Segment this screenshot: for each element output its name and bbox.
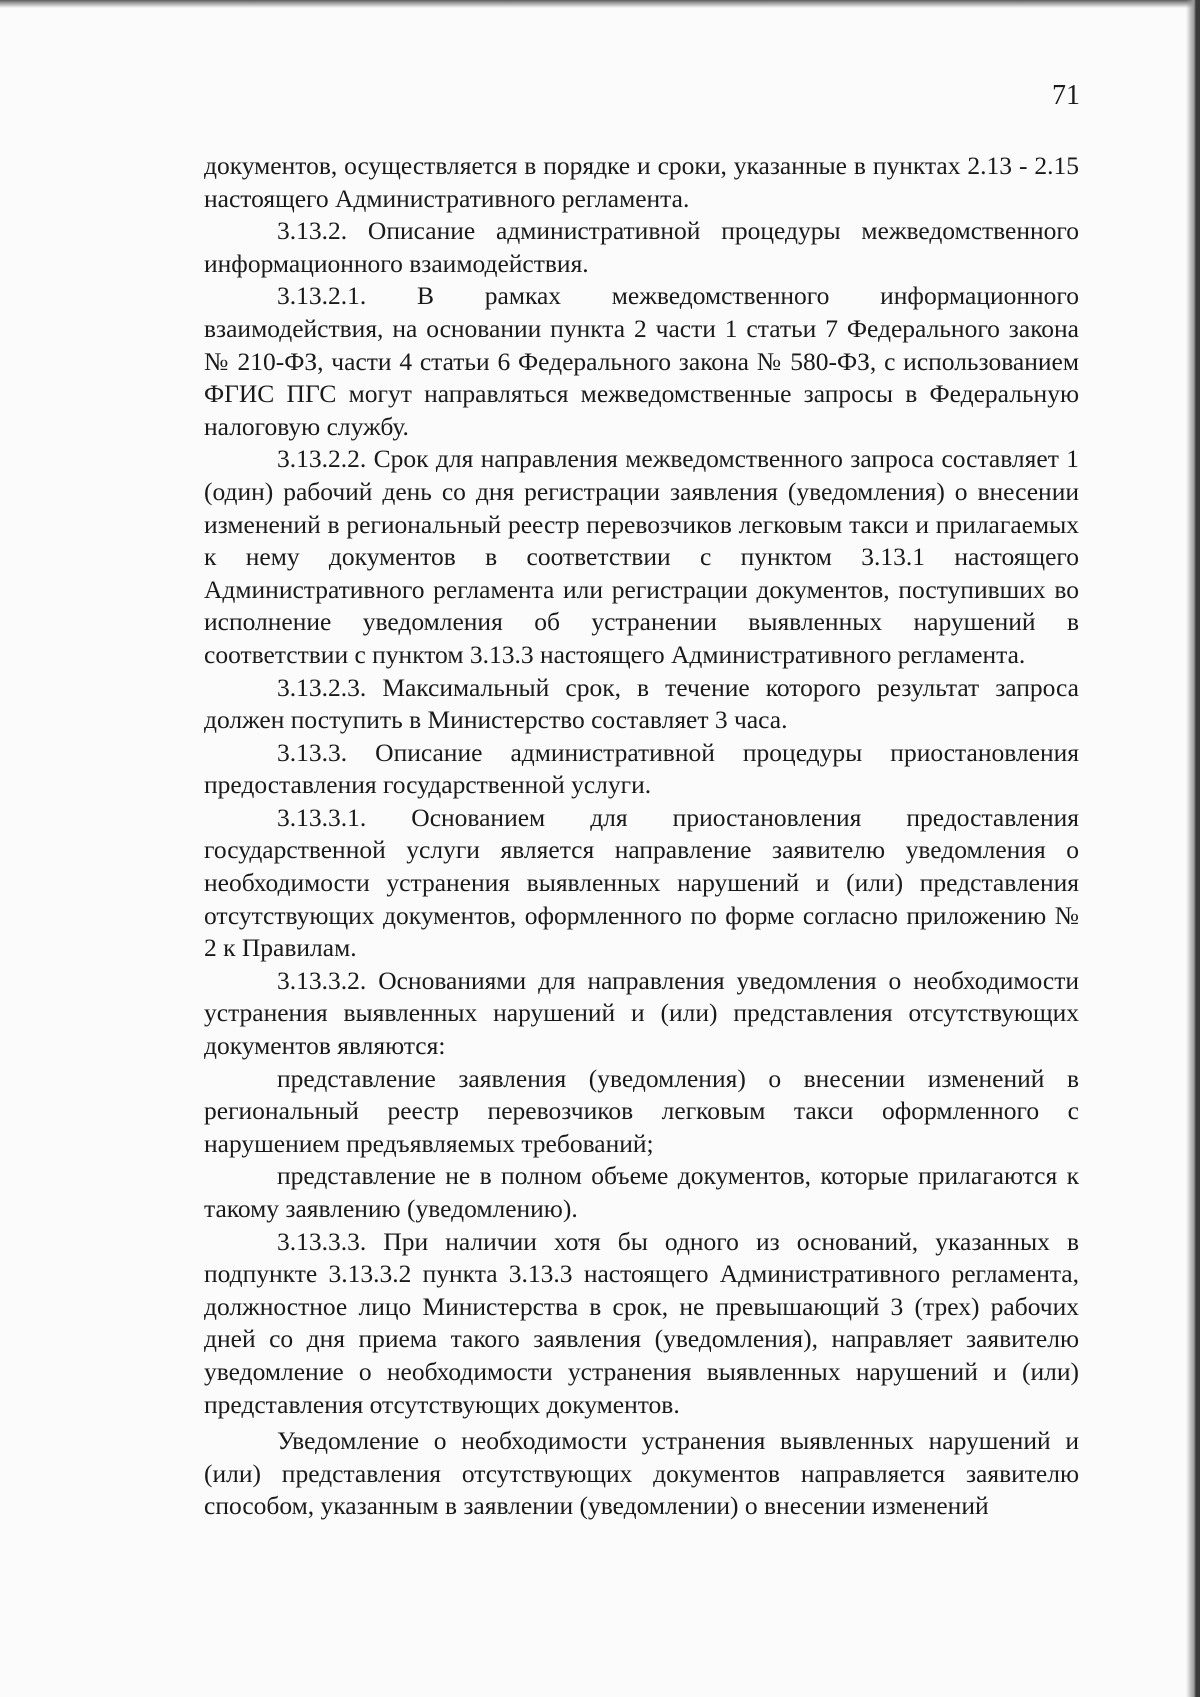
paragraph: 3.13.2. Описание административной процедуры межведомственного информационного взаимодействия. <box>204 216 1079 278</box>
scan-edge-right <box>1186 0 1200 1697</box>
paragraph: представление заявления (уведомления) о внесении изменений в региональный реестр перевозчиков легковым такси оформленного с нарушением предъявляемых требований; <box>204 1063 1079 1158</box>
paragraph: 3.13.3.3. При наличии хотя бы одного из оснований, указанных в подпункте 3.13.3.2 пункта 3.13.3 настоящего Административного регламента, должностное лицо Министерства в срок, не превышающий 3 (трех) рабочих дней со дня приема такого заявления (уведомления), направляет заявителю уведомление о необходимости устранения выявленных нарушений и (или) представления отсутствующих документов. <box>204 1226 1079 1419</box>
body-text <box>204 150 1079 1523</box>
paragraph: 3.13.3.2. Основаниями для направления уведомления о необходимости устранения выявленных нарушений и (или) представления отсутствующих документов являются: <box>204 965 1079 1061</box>
paragraph: документов, осуществляется в порядке и сроки, указанные в пунктах 2.13 - 2.15 настоящего Административного регламента. <box>204 151 1079 213</box>
paragraph: 3.13.2.1. В рамках межведомственного информационного взаимодействия, на основании пункта 2 части 1 статьи 7 Федерального закона № 210-ФЗ, части 4 статьи 6 Федерального закона № 580-ФЗ, с использованием ФГИС ПГС могут направляться межведомственные запросы в Федеральную налоговую службу. <box>204 281 1079 441</box>
paragraph: представление не в полном объеме документов, которые прилагаются к такому заявлению (уведомлению). <box>204 1161 1079 1223</box>
paragraph: 3.13.2.3. Максимальный срок, в течение которого результат запроса должен поступить в Министерство составляет 3 часа. <box>204 672 1079 735</box>
paragraph: 3.13.3.1. Основанием для приостановления предоставления государственной услуги является направление заявителю уведомления о необходимости устранения выявленных нарушений и (или) представления отсутствующих документов, оформленного по форме согласно приложению № 2 к Правилам. <box>204 802 1079 963</box>
scan-edge-top <box>0 0 1200 8</box>
page-number: 71 <box>1052 80 1080 111</box>
paragraph: Уведомление о необходимости устранения выявленных нарушений и (или) представления отсутствующих документов направляется заявителю способом, указанным в заявлении (уведомлении) о внесении изменений <box>204 1426 1079 1521</box>
paragraph: 3.13.2.2. Срок для направления межведомственного запроса составляет 1 (один) рабочий день со дня регистрации заявления (уведомления) о внесении изменений в региональный реестр перевозчиков легковым такси и прилагаемых к нему документов в соответствии с пунктом 3.13.1 настоящего Административного регламента или регистрации документов, поступивших во исполнение уведомления об устранении выявленных нарушений в соответствии с пунктом 3.13.3 настоящего Административного регламента. <box>204 444 1079 669</box>
paragraph: 3.13.3. Описание административной процедуры приостановления предоставления государственной услуги. <box>204 737 1079 800</box>
